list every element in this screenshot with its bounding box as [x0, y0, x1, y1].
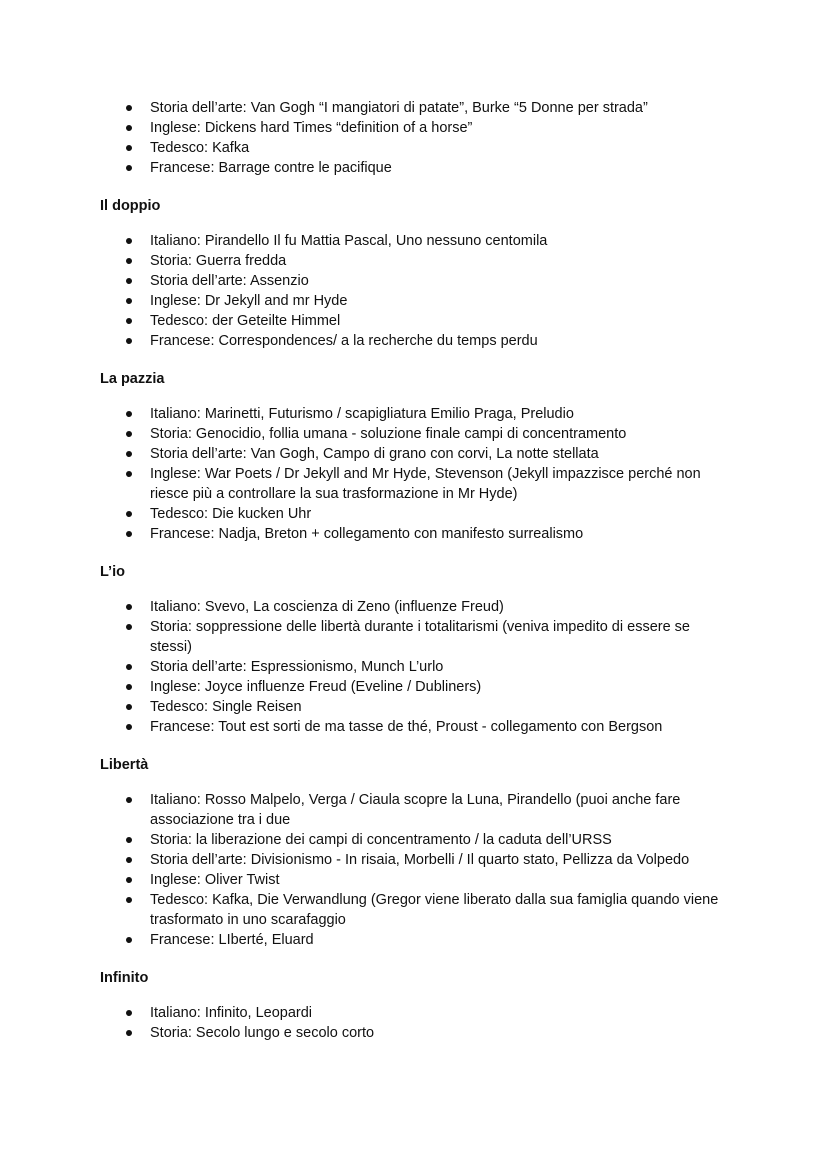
list-item-text: Francese: LIberté, Eluard	[150, 932, 314, 948]
list-item-text: Francese: Nadja, Breton + collegamento con manifesto surrealismo	[150, 526, 584, 542]
section-heading: Libertà	[100, 757, 149, 773]
bullet-icon	[126, 837, 132, 843]
list-item	[100, 1023, 730, 1043]
section	[100, 369, 730, 544]
list-item	[100, 464, 730, 504]
list-item-text: Inglese: Dr Jekyll and mr Hyde	[150, 293, 348, 309]
bullet-icon	[126, 318, 132, 324]
bullet-icon	[126, 684, 132, 690]
bullet-icon	[126, 431, 132, 437]
bullet-icon	[126, 258, 132, 264]
bullet-icon	[126, 857, 132, 863]
bullet-icon	[126, 511, 132, 517]
list-item	[100, 524, 730, 544]
list-item	[100, 404, 730, 424]
list-item	[100, 697, 730, 717]
section	[100, 968, 730, 1043]
list-item	[100, 790, 730, 830]
list-item	[100, 98, 730, 118]
list-item	[100, 717, 730, 737]
bullet-icon	[126, 604, 132, 610]
list-item-text: Inglese: Oliver Twist	[150, 872, 280, 888]
list-item	[100, 444, 730, 464]
section-heading: La pazzia	[100, 371, 165, 387]
list-item	[100, 870, 730, 890]
list-item-text: Tedesco: Kafka, Die Verwandlung (Gregor viene liberato dalla sua famiglia quando viene trasformato in uno scarafaggio	[150, 892, 719, 928]
bullet-list	[100, 790, 730, 950]
bullet-list	[100, 597, 730, 737]
bullet-icon	[126, 937, 132, 943]
bullet-icon	[126, 624, 132, 630]
list-item-text: Tedesco: Kafka	[150, 140, 250, 156]
section	[100, 755, 730, 950]
list-item-text: Storia dell’arte: Divisionismo - In risaia, Morbelli / Il quarto stato, Pellizza da Volpedo	[150, 852, 690, 868]
bullet-icon	[126, 877, 132, 883]
section-heading: L’io	[100, 564, 125, 580]
list-item-text: Inglese: Dickens hard Times “definition of a horse”	[150, 120, 473, 136]
bullet-icon	[126, 338, 132, 344]
list-item-text: Italiano: Infinito, Leopardi	[150, 1005, 313, 1021]
list-item-text: Storia dell’arte: Van Gogh, Campo di grano con corvi, La notte stellata	[150, 446, 599, 462]
list-item-text: Storia: Secolo lungo e secolo corto	[150, 1025, 375, 1041]
list-item	[100, 291, 730, 311]
list-item	[100, 424, 730, 444]
bullet-icon	[126, 797, 132, 803]
document-page	[100, 98, 730, 1043]
list-item-text: Italiano: Rosso Malpelo, Verga / Ciaula scopre la Luna, Pirandello (puoi anche fare associazione tra i due	[150, 792, 681, 828]
bullet-icon	[126, 451, 132, 457]
list-item	[100, 677, 730, 697]
list-item	[100, 597, 730, 617]
bullet-icon	[126, 238, 132, 244]
list-item	[100, 331, 730, 351]
list-item	[100, 158, 730, 178]
section	[100, 562, 730, 737]
list-item	[100, 657, 730, 677]
list-item	[100, 504, 730, 524]
bullet-icon	[126, 664, 132, 670]
bullet-icon	[126, 278, 132, 284]
list-item	[100, 617, 730, 657]
list-item-text: Inglese: War Poets / Dr Jekyll and Mr Hyde, Stevenson (Jekyll impazzisce perché non riesce più a controllare la sua trasformazione in Mr Hyde)	[150, 466, 701, 502]
list-item	[100, 231, 730, 251]
list-item	[100, 271, 730, 291]
bullet-icon	[126, 1010, 132, 1016]
list-item-text: Inglese: Joyce influenze Freud (Eveline / Dubliners)	[150, 679, 482, 695]
bullet-icon	[126, 897, 132, 903]
list-item-text: Tedesco: Die kucken Uhr	[150, 506, 312, 522]
bullet-list	[100, 404, 730, 544]
bullet-icon	[126, 125, 132, 131]
list-item-text: Tedesco: der Geteilte Himmel	[150, 313, 341, 329]
list-item	[100, 830, 730, 850]
list-item-text: Francese: Tout est sorti de ma tasse de thé, Proust - collegamento con Bergson	[150, 719, 663, 735]
bullet-icon	[126, 471, 132, 477]
list-item-text: Storia: Guerra fredda	[150, 253, 287, 269]
bullet-list	[100, 231, 730, 351]
list-item	[100, 850, 730, 870]
section	[100, 98, 730, 178]
bullet-icon	[126, 1030, 132, 1036]
section-heading: Infinito	[100, 970, 149, 986]
list-item	[100, 311, 730, 331]
list-item-text: Francese: Barrage contre le pacifique	[150, 160, 392, 176]
list-item	[100, 930, 730, 950]
list-item	[100, 890, 730, 930]
bullet-icon	[126, 531, 132, 537]
list-item	[100, 1003, 730, 1023]
list-item-text: Storia: Genocidio, follia umana - soluzione finale campi di concentramento	[150, 426, 627, 442]
bullet-icon	[126, 165, 132, 171]
list-item-text: Tedesco: Single Reisen	[150, 699, 302, 715]
list-item-text: Storia: soppressione delle libertà durante i totalitarismi (veniva impedito di essere se stessi)	[150, 619, 690, 655]
section-heading: Il doppio	[100, 198, 161, 214]
bullet-icon	[126, 105, 132, 111]
section	[100, 196, 730, 351]
list-item	[100, 138, 730, 158]
bullet-icon	[126, 724, 132, 730]
list-item-text: Storia dell’arte: Assenzio	[150, 273, 309, 289]
bullet-icon	[126, 145, 132, 151]
list-item-text: Francese: Correspondences/ a la recherche du temps perdu	[150, 333, 538, 349]
list-item-text: Italiano: Marinetti, Futurismo / scapigliatura Emilio Praga, Preludio	[150, 406, 574, 422]
list-item-text: Italiano: Pirandello Il fu Mattia Pascal, Uno nessuno centomila	[150, 233, 548, 249]
list-item-text: Storia: la liberazione dei campi di concentramento / la caduta dell’URSS	[150, 832, 612, 848]
bullet-list	[100, 98, 730, 178]
list-item	[100, 251, 730, 271]
list-item-text: Storia dell’arte: Van Gogh “I mangiatori di patate”, Burke “5 Donne per strada”	[150, 100, 648, 116]
list-item	[100, 118, 730, 138]
bullet-icon	[126, 704, 132, 710]
bullet-icon	[126, 298, 132, 304]
list-item-text: Storia dell’arte: Espressionismo, Munch L’urlo	[150, 659, 444, 675]
bullet-list	[100, 1003, 730, 1043]
list-item-text: Italiano: Svevo, La coscienza di Zeno (influenze Freud)	[150, 599, 504, 615]
bullet-icon	[126, 411, 132, 417]
